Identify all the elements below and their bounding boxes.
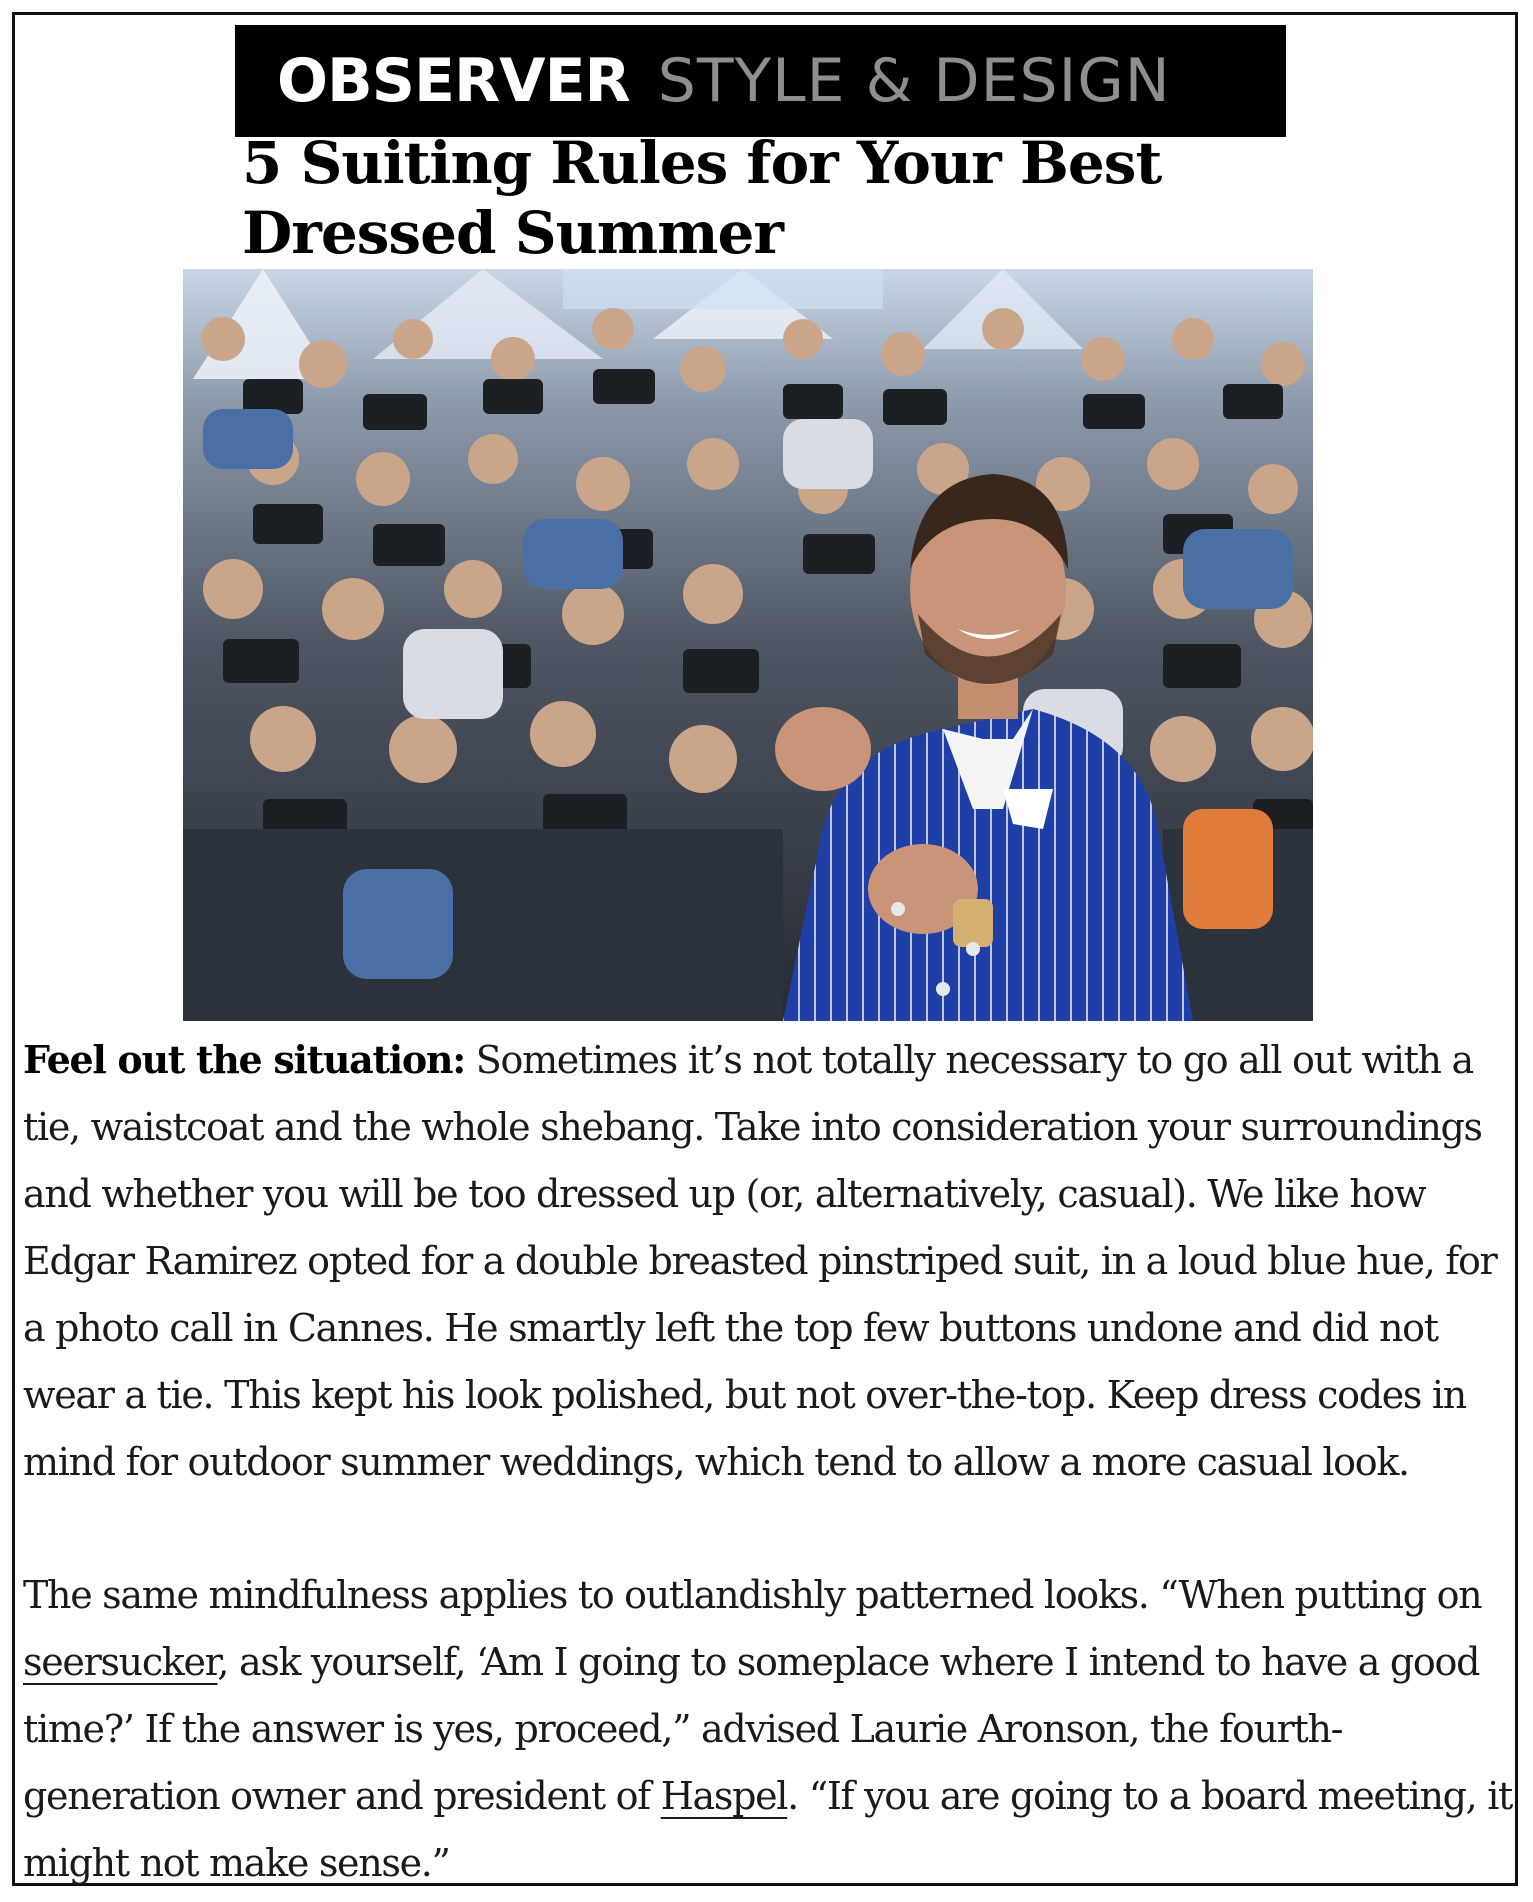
- seersucker-link[interactable]: seersucker: [23, 1640, 218, 1684]
- paragraph-1-text: Sometimes it’s not totally necessary to go all out with a tie, waistcoat and the whole shebang. Take into consideration your surroundings and whether you will be too dressed up (or, alternatively, casual). We like how Edgar Ramirez opted for a double breasted pinstriped suit, in a loud blue hue, for a photo call in Cannes. He smartly left the top few buttons undone and did not wear a tie. This kept his look polished, but not over-the-top. Keep dress codes in mind for outdoor summer weddings, which tend to allow a more casual look.: [23, 1038, 1497, 1484]
- photo-illustration: [183, 269, 1313, 1021]
- article-photo: [183, 269, 1313, 1021]
- haspel-link[interactable]: Haspel: [660, 1774, 788, 1818]
- section-name: STYLE & DESIGN: [657, 46, 1171, 116]
- paragraph-lead: Feel out the situation:: [23, 1037, 465, 1082]
- paragraph-2-text-start: The same mindfulness applies to outlandishly patterned looks. “When putting on: [23, 1573, 1482, 1617]
- masthead-logo[interactable]: [235, 25, 1286, 137]
- article-body: [23, 1026, 1518, 1897]
- paragraph-2-text-middle: , ask yourself, ‘Am I going to someplace where I intend to have a good time?’ If the answer is yes, proceed,” advised Laurie Aronson, the fourth-generation owner and president of: [23, 1640, 1480, 1818]
- article-title: 5 Suiting Rules for Your Best Dressed Summer: [242, 129, 1162, 267]
- paragraph-1: [23, 1026, 1518, 1496]
- brand-name: OBSERVER: [277, 46, 630, 116]
- paragraph-2-text-end: . “If you are going to a board meeting, it might not make sense.”: [23, 1774, 1513, 1885]
- paragraph-2: [23, 1562, 1518, 1897]
